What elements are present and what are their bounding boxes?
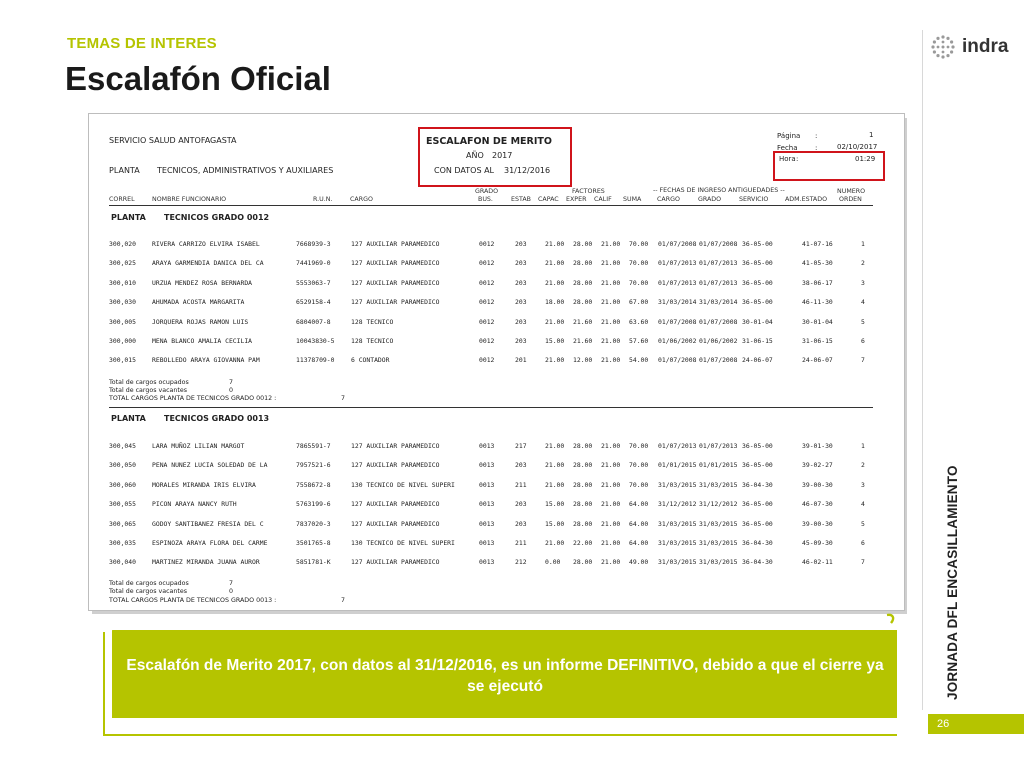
cell-capac: 15.00 bbox=[545, 519, 565, 528]
cell-estab: 212 bbox=[515, 558, 527, 567]
cell-f-adm: 46-02-11 bbox=[802, 558, 833, 567]
cell-f-adm: 30-01-04 bbox=[802, 317, 833, 326]
cell-calif: 21.00 bbox=[601, 461, 621, 470]
cell-grado: 0012 bbox=[479, 278, 495, 287]
cell-f-cargo: 31/03/2015 bbox=[658, 519, 697, 528]
cell-f-grado: 31/03/2015 bbox=[699, 558, 738, 567]
cell-rut: 5851781-K bbox=[296, 558, 331, 567]
table-row bbox=[109, 500, 879, 512]
table-row bbox=[109, 240, 879, 252]
cell-capac: 21.00 bbox=[545, 317, 565, 326]
cell-f-adm: 31-06-15 bbox=[802, 337, 833, 345]
cell-nombre: JORQUERA ROJAS RAMON LUIS bbox=[152, 317, 249, 326]
cell-orden: 4 bbox=[861, 500, 865, 509]
table-row bbox=[109, 337, 879, 349]
cell-cargo: 127 AUXILIAR PARAMEDICO bbox=[351, 442, 440, 450]
cell-orden: 2 bbox=[861, 461, 865, 470]
cell-correl: 300,000 bbox=[109, 337, 136, 345]
callout-frame-bottom bbox=[103, 734, 897, 736]
cell-cargo: 127 AUXILIAR PARAMEDICO bbox=[351, 240, 440, 248]
cell-exper: 21.60 bbox=[573, 317, 593, 326]
cell-cargo: 127 AUXILIAR PARAMEDICO bbox=[351, 519, 440, 528]
report-data-date: 31/12/2016 bbox=[504, 166, 551, 175]
col-f-servicio: SERVICIO bbox=[739, 196, 769, 203]
cell-capac: 21.00 bbox=[545, 480, 565, 489]
cell-exper: 28.00 bbox=[573, 298, 593, 307]
cell-cargo: 127 AUXILIAR PARAMEDICO bbox=[351, 259, 440, 268]
cell-rut: 6804007-8 bbox=[296, 317, 331, 326]
report-service: SERVICIO SALUD ANTOFAGASTA bbox=[109, 136, 237, 145]
col-correl: CORREL bbox=[109, 196, 135, 203]
report-time-value: 01:29 bbox=[855, 155, 876, 163]
cell-rut: 6529158-4 bbox=[296, 298, 331, 307]
report-planta-label: PLANTA bbox=[109, 166, 140, 175]
table-row bbox=[109, 558, 879, 570]
report-year-label: AÑO bbox=[466, 151, 484, 160]
cell-estab: 217 bbox=[515, 442, 527, 450]
cell-calif: 21.00 bbox=[601, 442, 621, 450]
col-grado-top: GRADO bbox=[475, 188, 499, 195]
cell-f-grado: 01/07/2008 bbox=[699, 356, 738, 365]
report-box-title: ESCALAFON DE MERITO bbox=[426, 136, 552, 147]
report-planta-value: TECNICOS, ADMINISTRATIVOS Y AUXILIARES bbox=[157, 166, 334, 175]
cell-f-cargo: 01/07/2013 bbox=[658, 259, 697, 268]
cell-nombre: ESPINOZA ARAYA FLORA DEL CARME bbox=[152, 539, 268, 547]
cell-f-cargo: 01/07/2013 bbox=[658, 442, 697, 450]
cell-nombre: LARA MUÑOZ LILIAN MARGOT bbox=[152, 442, 245, 450]
cell-correl: 300,015 bbox=[109, 356, 136, 365]
cell-capac: 21.00 bbox=[545, 356, 565, 365]
report-time-label: Hora bbox=[779, 155, 796, 163]
cell-f-grado: 01/01/2015 bbox=[699, 461, 738, 470]
cell-f-cargo: 01/07/2008 bbox=[658, 356, 697, 365]
cell-suma: 64.00 bbox=[629, 519, 649, 528]
cell-rut: 7865591-7 bbox=[296, 442, 331, 450]
group-planta-label: PLANTA bbox=[111, 213, 146, 222]
cell-f-adm: 24-06-07 bbox=[802, 356, 833, 365]
cell-suma: 70.00 bbox=[629, 278, 649, 287]
cell-exper: 22.00 bbox=[573, 539, 593, 547]
cell-f-servicio: 36-05-00 bbox=[742, 278, 773, 287]
cell-estab: 203 bbox=[515, 240, 527, 248]
col-calif: CALIF bbox=[594, 196, 612, 203]
callout-hook-right-icon bbox=[885, 613, 897, 625]
table-row bbox=[109, 442, 879, 454]
cell-estab: 203 bbox=[515, 519, 527, 528]
cell-suma: 70.00 bbox=[629, 480, 649, 489]
cell-nombre: RIVERA CARRIZO ELVIRA ISABEL bbox=[152, 240, 260, 248]
cell-cargo: 127 AUXILIAR PARAMEDICO bbox=[351, 461, 440, 470]
cell-exper: 28.00 bbox=[573, 480, 593, 489]
cell-exper: 28.00 bbox=[573, 461, 593, 470]
report-date-label: Fecha bbox=[777, 144, 798, 152]
cell-calif: 21.00 bbox=[601, 240, 621, 248]
cell-calif: 21.00 bbox=[601, 558, 621, 567]
cell-f-servicio: 31-06-15 bbox=[742, 337, 773, 345]
cell-capac: 21.00 bbox=[545, 442, 565, 450]
cell-rut: 5553063-7 bbox=[296, 278, 331, 287]
cell-suma: 57.60 bbox=[629, 337, 649, 345]
cell-correl: 300,020 bbox=[109, 240, 136, 248]
cell-f-cargo: 01/06/2002 bbox=[658, 337, 697, 345]
cell-grado: 0013 bbox=[479, 500, 495, 509]
cell-suma: 67.00 bbox=[629, 298, 649, 307]
cell-nombre: MORALES MIRANDA IRIS ELVIRA bbox=[152, 480, 256, 489]
report-page-label: Página bbox=[777, 132, 801, 140]
brand-name: indra bbox=[962, 36, 1009, 57]
cell-nombre: MARTINEZ MIRANDA JUANA AUROR bbox=[152, 558, 260, 567]
col-f-adm: ADM.ESTADO bbox=[785, 196, 828, 203]
cell-f-adm: 39-00-30 bbox=[802, 480, 833, 489]
cell-nombre: REBOLLEDO ARAYA GIOVANNA PAM bbox=[152, 356, 260, 365]
cell-estab: 203 bbox=[515, 298, 527, 307]
cell-orden: 2 bbox=[861, 259, 865, 268]
cell-correl: 300,035 bbox=[109, 539, 136, 547]
cell-f-grado: 31/03/2015 bbox=[699, 539, 738, 547]
cell-correl: 300,025 bbox=[109, 259, 136, 268]
cell-grado: 0012 bbox=[479, 298, 495, 307]
cell-correl: 300,060 bbox=[109, 480, 136, 489]
cell-cargo: 130 TECNICO DE NIVEL SUPERI bbox=[351, 480, 455, 489]
cell-f-cargo: 31/12/2012 bbox=[658, 500, 697, 509]
cell-rut: 7837020-3 bbox=[296, 519, 331, 528]
cell-suma: 64.00 bbox=[629, 500, 649, 509]
cell-suma: 64.00 bbox=[629, 539, 649, 547]
cell-orden: 5 bbox=[861, 317, 865, 326]
cell-calif: 21.00 bbox=[601, 259, 621, 268]
cell-grado: 0013 bbox=[479, 558, 495, 567]
cell-calif: 21.00 bbox=[601, 337, 621, 345]
cell-cargo: 128 TECNICO bbox=[351, 317, 394, 326]
col-fechas: -- FECHAS DE INGRESO ANTIGUEDADES -- bbox=[653, 187, 785, 194]
cell-orden: 7 bbox=[861, 356, 865, 365]
cell-nombre: PENA NUNEZ LUCIA SOLEDAD DE LA bbox=[152, 461, 268, 470]
cell-capac: 21.00 bbox=[545, 539, 565, 547]
cell-orden: 1 bbox=[861, 442, 865, 450]
cell-nombre: GODOY SANTIBANEZ FRESIA DEL C bbox=[152, 519, 264, 528]
cell-rut: 7957521-6 bbox=[296, 461, 331, 470]
callout-text: Escalafón de Merito 2017, con datos al 31/12/2016, es un informe DEFINITIVO, debido a que el cierre ya se ejecutó bbox=[126, 657, 884, 695]
cell-correl: 300,005 bbox=[109, 317, 136, 326]
table-row bbox=[109, 539, 879, 551]
cell-nombre: AHUMADA ACOSTA MARGARITA bbox=[152, 298, 245, 307]
cell-capac: 15.00 bbox=[545, 500, 565, 509]
cell-correl: 300,030 bbox=[109, 298, 136, 307]
table-row bbox=[109, 318, 879, 330]
cell-estab: 201 bbox=[515, 356, 527, 365]
section-kicker: TEMAS DE INTERES bbox=[67, 35, 217, 52]
col-nombre: NOMBRE FUNCIONARIO bbox=[152, 196, 227, 203]
cell-nombre: ARAYA GARMENDIA DANICA DEL CA bbox=[152, 259, 264, 268]
brand-mark-icon bbox=[930, 34, 956, 60]
group-planta-label: PLANTA bbox=[111, 414, 146, 423]
group-name: TECNICOS GRADO 0013 bbox=[164, 414, 270, 423]
cell-suma: 54.00 bbox=[629, 356, 649, 365]
callout-frame-left bbox=[103, 632, 105, 736]
cell-f-adm: 39-00-30 bbox=[802, 519, 833, 528]
cell-f-servicio: 36-05-00 bbox=[742, 461, 773, 470]
cell-grado: 0012 bbox=[479, 259, 495, 268]
cell-f-adm: 45-09-30 bbox=[802, 539, 833, 547]
cell-cargo: 127 AUXILIAR PARAMEDICO bbox=[351, 298, 440, 307]
cell-f-cargo: 01/07/2013 bbox=[658, 278, 697, 287]
total-cargos: 7 bbox=[341, 597, 346, 604]
right-rail-divider bbox=[922, 30, 923, 710]
table-row bbox=[109, 520, 879, 532]
cell-estab: 203 bbox=[515, 317, 527, 326]
cell-grado: 0013 bbox=[479, 461, 495, 470]
cell-nombre: URZUA MENDEZ ROSA BERNARDA bbox=[152, 278, 253, 287]
cell-estab: 203 bbox=[515, 278, 527, 287]
cell-exper: 28.00 bbox=[573, 240, 593, 248]
cell-grado: 0012 bbox=[479, 356, 495, 365]
report-image: SERVICIO SALUD ANTOFAGASTA PLANTA TECNICOS, ADMINISTRATIVOS Y AUXILIARES ESCALAFON DE MERITO AÑO 2017 CON DATOS AL 31/12/2016 Página : 1 Fecha : 02/10/2017 Hora : 01:29 GRADO FACTORES -- FECHAS DE INGRESO ANTIGUEDADES -- NUMERO CORREL NOMBRE FUNCIONARIO R.U.N. CARGO BUS. ESTAB CAPAC EXPER CALIF SUMA CARGO GRADO SERVICIO ADM.ESTADO ORDEN PLANTA TECNICOS GRADO 0012 300,020 RIVERA CARRIZO ELVIRA ISABEL 7668939-3 127 AUXILIAR PARAMEDICO 0012 203 21.00 28.00 21.00 70.00 01/07/2008 01/07/2008 36-05-00 41-07-16 1 300,025 ARAYA GARMENDIA DANICA DEL CA 7441969-0 127 AUXILIAR PARAMEDICO 0012 203 21.00 28.00 21.00 70.00 01/07/2013 01/07/2013 36-05-00 41-05-30 2 300,010 URZUA MENDEZ ROSA BERNARDA 5553063-7 127 AUXILIAR PARAMEDICO 0012 203 21.00 28.00 21.00 70.00 01/07/2013 01/07/2013 36-05-00 38-06-17 3 300,030 AHUMADA ACOSTA MARGARITA 6529158-4 127 AUXILIAR PARAMEDICO 0012 203 18.00 28.00 21.00 67.00 31/03/2014 31/03/2014 36-05-00 46-11-30 4 300,005 JORQUERA ROJAS RAMON LUIS 6804007-8 128 TECNICO 0012 203 21.00 21.60 21.00 63.60 01/07/2008 01/07/2008 30-01-04 30-01-04 5 300,000 MENA BLANCO AMALIA CECILIA 10043830-5 128 TECNICO 0012 203 15.00 21.60 21.00 57.60 01/06/2002 01/06/2002 31-06-15 31-06-15 6 300,015 REBOLLEDO ARAYA GIOVANNA PAM 11378709-0 6 CONTADOR 0012 201 21.00 12.00 21.00 54.00 01/07/2008 01/07/2008 24-06-07 24-06-07 7 Total de cargos ocupados 7 Total de cargos vacantes 0 TOTAL CARGOS PLANTA DE TECNICOS GRADO 0012 : 7 PLANTA TECNICOS GRADO 0013 300,045 LARA MUÑOZ LILIAN MARGOT 7865591-7 127 AUXILIAR PARAMEDICO 0013 217 21.00 28.00 21.00 70.00 01/07/2013 01/07/2013 36-05-00 39-01-30 1 300,050 PENA NUNEZ LUCIA SOLEDAD DE LA 7957521-6 127 AUXILIAR PARAMEDICO 0013 203 21.00 28.00 21.00 70.00 01/01/2015 01/01/2015 36-05-00 39-02-27 2 300,060 MORALES MIRANDA IRIS ELVIRA 7558672-8 130 TECNICO DE NIVEL SUPERI 0013 211 21.00 28.00 21.00 70.00 31/03/2015 31/03/2015 36-04-30 39-00-30 3 300,055 PICON ARAYA NANCY RUTH 5763199-6 127 AUXILIAR PARAMEDICO 0013 203 15.00 28.00 21.00 64.00 31/12/2012 31/12/2012 36-05-00 46-07-30 4 300,065 GODOY SANTIBANEZ FRESIA DEL C 7837020-3 127 AUXILIAR PARAMEDICO 0013 203 15.00 28.00 21.00 64.00 31/03/2015 31/03/2015 36-05-00 39-00-30 5 300,035 ESPINOZA ARAYA FLORA DEL CARME 3501765-8 130 TECNICO DE NIVEL SUPERI 0013 211 21.00 22.00 21.00 64.00 31/03/2015 31/03/2015 36-04-30 45-09-30 6 300,040 MARTINEZ MIRANDA JUANA AUROR 5851781-K 127 AUXILIAR PARAMEDICO 0013 212 0.00 28.00 21.00 49.00 31/03/2015 31/03/2015 36-04-30 46-02-11 7 Total de cargos ocupados 7 Total de cargos vacantes 0 TOTAL CARGOS PLANTA DE TECNICOS GRADO 0013 : 7 bbox=[88, 113, 905, 611]
cell-grado: 0013 bbox=[479, 442, 495, 450]
cell-capac: 21.00 bbox=[545, 278, 565, 287]
cell-exper: 28.00 bbox=[573, 259, 593, 268]
cell-correl: 300,065 bbox=[109, 519, 136, 528]
col-f-cargo: CARGO bbox=[657, 196, 680, 203]
total-ocupados: 7 bbox=[229, 379, 234, 386]
cell-nombre: PICON ARAYA NANCY RUTH bbox=[152, 500, 237, 509]
cell-orden: 6 bbox=[861, 539, 865, 547]
col-grado-bottom: BUS. bbox=[478, 196, 493, 203]
report-year: 2017 bbox=[492, 151, 513, 160]
cell-orden: 5 bbox=[861, 519, 865, 528]
cell-suma: 70.00 bbox=[629, 442, 649, 450]
cell-exper: 28.00 bbox=[573, 442, 593, 450]
cell-f-servicio: 24-06-07 bbox=[742, 356, 773, 365]
cell-f-grado: 31/03/2014 bbox=[699, 298, 738, 307]
cell-calif: 21.00 bbox=[601, 480, 621, 489]
cell-capac: 0.00 bbox=[545, 558, 561, 567]
cell-exper: 28.00 bbox=[573, 278, 593, 287]
cell-rut: 7558672-8 bbox=[296, 480, 331, 489]
cell-capac: 21.00 bbox=[545, 461, 565, 470]
cell-rut: 7668939-3 bbox=[296, 240, 331, 248]
group-rule bbox=[109, 407, 873, 408]
brand-logo bbox=[930, 33, 1020, 61]
total-vacantes: 0 bbox=[229, 387, 234, 394]
cell-f-grado: 01/07/2013 bbox=[699, 442, 738, 450]
cell-grado: 0012 bbox=[479, 317, 495, 326]
cell-orden: 3 bbox=[861, 480, 865, 489]
cell-f-grado: 01/07/2008 bbox=[699, 317, 738, 326]
cell-grado: 0013 bbox=[479, 480, 495, 489]
total-cargos: 7 bbox=[341, 395, 346, 402]
cell-cargo: 6 CONTADOR bbox=[351, 356, 390, 365]
page-title: Escalafón Oficial bbox=[65, 60, 331, 97]
cell-nombre: MENA BLANCO AMALIA CECILIA bbox=[152, 337, 253, 345]
total-ocupados: 7 bbox=[229, 580, 234, 587]
cell-calif: 21.00 bbox=[601, 298, 621, 307]
cell-suma: 49.00 bbox=[629, 558, 649, 567]
cell-exper: 28.00 bbox=[573, 500, 593, 509]
cell-calif: 21.00 bbox=[601, 500, 621, 509]
cell-f-grado: 01/06/2002 bbox=[699, 337, 738, 345]
cell-suma: 63.60 bbox=[629, 317, 649, 326]
total-vacantes-label: Total de cargos vacantes bbox=[109, 387, 188, 394]
total-ocupados-label: Total de cargos ocupados bbox=[109, 379, 189, 386]
total-ocupados-label: Total de cargos ocupados bbox=[109, 580, 189, 587]
cell-correl: 300,050 bbox=[109, 461, 136, 470]
col-orden: ORDEN bbox=[839, 196, 862, 203]
cell-estab: 211 bbox=[515, 539, 527, 547]
cell-f-servicio: 36-05-00 bbox=[742, 500, 773, 509]
cell-estab: 203 bbox=[515, 337, 527, 345]
total-cargos-label: TOTAL CARGOS PLANTA DE TECNICOS GRADO 0013 : bbox=[109, 597, 277, 604]
cell-f-adm: 46-07-30 bbox=[802, 500, 833, 509]
cell-rut: 11378709-0 bbox=[296, 356, 335, 365]
cell-f-servicio: 36-05-00 bbox=[742, 519, 773, 528]
cell-f-servicio: 36-05-00 bbox=[742, 240, 773, 248]
total-vacantes-label: Total de cargos vacantes bbox=[109, 588, 188, 595]
cell-calif: 21.00 bbox=[601, 278, 621, 287]
cell-f-grado: 31/03/2015 bbox=[699, 519, 738, 528]
col-f-grado: GRADO bbox=[698, 196, 722, 203]
cell-f-adm: 46-11-30 bbox=[802, 298, 833, 307]
col-factores: FACTORES bbox=[572, 188, 605, 195]
cell-estab: 203 bbox=[515, 259, 527, 268]
cell-capac: 15.00 bbox=[545, 337, 565, 345]
cell-orden: 1 bbox=[861, 240, 865, 248]
report-date-value: 02/10/2017 bbox=[837, 143, 878, 151]
cell-f-grado: 31/03/2015 bbox=[699, 480, 738, 489]
cell-rut: 5763199-6 bbox=[296, 500, 331, 509]
cell-grado: 0013 bbox=[479, 519, 495, 528]
cell-grado: 0012 bbox=[479, 337, 495, 345]
cell-estab: 203 bbox=[515, 461, 527, 470]
cell-correl: 300,040 bbox=[109, 558, 136, 567]
cell-f-servicio: 30-01-04 bbox=[742, 317, 773, 326]
cell-f-cargo: 01/07/2008 bbox=[658, 317, 697, 326]
cell-f-adm: 41-05-30 bbox=[802, 259, 833, 268]
cell-capac: 21.00 bbox=[545, 259, 565, 268]
group-name: TECNICOS GRADO 0012 bbox=[164, 213, 270, 222]
cell-estab: 211 bbox=[515, 480, 527, 489]
cell-exper: 28.00 bbox=[573, 558, 593, 567]
report-page-value: 1 bbox=[869, 131, 874, 139]
cell-f-adm: 39-02-27 bbox=[802, 461, 833, 470]
cell-f-grado: 31/12/2012 bbox=[699, 500, 738, 509]
cell-orden: 7 bbox=[861, 558, 865, 567]
cell-calif: 21.00 bbox=[601, 539, 621, 547]
cell-exper: 12.00 bbox=[573, 356, 593, 365]
header-rule bbox=[109, 205, 873, 206]
cell-capac: 18.00 bbox=[545, 298, 565, 307]
cell-f-cargo: 01/07/2008 bbox=[658, 240, 697, 248]
cell-orden: 6 bbox=[861, 337, 865, 345]
table-row bbox=[109, 298, 879, 310]
cell-capac: 21.00 bbox=[545, 240, 565, 248]
cell-orden: 4 bbox=[861, 298, 865, 307]
cell-f-grado: 01/07/2013 bbox=[699, 278, 738, 287]
cell-f-adm: 41-07-16 bbox=[802, 240, 833, 248]
col-cargo: CARGO bbox=[350, 196, 373, 203]
report-data-label: CON DATOS AL bbox=[434, 166, 495, 175]
cell-grado: 0013 bbox=[479, 539, 495, 547]
cell-correl: 300,055 bbox=[109, 500, 136, 509]
cell-cargo: 127 AUXILIAR PARAMEDICO bbox=[351, 558, 440, 567]
cell-f-cargo: 31/03/2015 bbox=[658, 558, 697, 567]
cell-calif: 21.00 bbox=[601, 317, 621, 326]
table-row bbox=[109, 259, 879, 271]
col-exper: EXPER bbox=[566, 196, 587, 203]
cell-cargo: 127 AUXILIAR PARAMEDICO bbox=[351, 278, 440, 287]
cell-correl: 300,010 bbox=[109, 278, 136, 287]
cell-cargo: 127 AUXILIAR PARAMEDICO bbox=[351, 500, 440, 509]
table-row bbox=[109, 279, 879, 291]
page-number: 26 bbox=[937, 718, 950, 730]
cell-cargo: 130 TECNICO DE NIVEL SUPERI bbox=[351, 539, 455, 547]
col-suma: SUMA bbox=[623, 196, 642, 203]
cell-f-cargo: 31/03/2014 bbox=[658, 298, 697, 307]
cell-f-adm: 38-06-17 bbox=[802, 278, 833, 287]
table-row bbox=[109, 481, 879, 493]
cell-f-cargo: 31/03/2015 bbox=[658, 539, 697, 547]
cell-f-servicio: 36-04-30 bbox=[742, 558, 773, 567]
cell-exper: 28.00 bbox=[573, 519, 593, 528]
cell-f-grado: 01/07/2008 bbox=[699, 240, 738, 248]
callout-hook-left-icon bbox=[108, 627, 118, 639]
vertical-section-label: JORNADA DFL ENCASILLAMIENTO bbox=[945, 465, 960, 700]
total-cargos-label: TOTAL CARGOS PLANTA DE TECNICOS GRADO 0012 : bbox=[109, 395, 277, 402]
cell-rut: 7441969-0 bbox=[296, 259, 331, 268]
total-vacantes: 0 bbox=[229, 588, 234, 595]
cell-f-grado: 01/07/2013 bbox=[699, 259, 738, 268]
cell-estab: 203 bbox=[515, 500, 527, 509]
col-estab: ESTAB bbox=[511, 196, 531, 203]
table-row bbox=[109, 356, 879, 368]
cell-f-servicio: 36-05-00 bbox=[742, 298, 773, 307]
cell-cargo: 128 TECNICO bbox=[351, 337, 394, 345]
cell-f-servicio: 36-04-30 bbox=[742, 480, 773, 489]
col-capac: CAPAC bbox=[538, 196, 559, 203]
col-rut: R.U.N. bbox=[313, 196, 333, 203]
cell-calif: 21.00 bbox=[601, 356, 621, 365]
cell-f-servicio: 36-05-00 bbox=[742, 259, 773, 268]
cell-grado: 0012 bbox=[479, 240, 495, 248]
cell-calif: 21.00 bbox=[601, 519, 621, 528]
table-row bbox=[109, 461, 879, 473]
col-numero: NUMERO bbox=[837, 188, 866, 195]
cell-suma: 70.00 bbox=[629, 240, 649, 248]
cell-suma: 70.00 bbox=[629, 259, 649, 268]
cell-correl: 300,045 bbox=[109, 442, 136, 450]
cell-f-servicio: 36-04-30 bbox=[742, 539, 773, 547]
cell-exper: 21.60 bbox=[573, 337, 593, 345]
cell-f-servicio: 36-05-00 bbox=[742, 442, 773, 450]
cell-f-adm: 39-01-30 bbox=[802, 442, 833, 450]
cell-orden: 3 bbox=[861, 278, 865, 287]
cell-f-cargo: 31/03/2015 bbox=[658, 480, 697, 489]
cell-rut: 3501765-8 bbox=[296, 539, 331, 547]
cell-rut: 10043830-5 bbox=[296, 337, 335, 345]
cell-suma: 70.00 bbox=[629, 461, 649, 470]
cell-f-cargo: 01/01/2015 bbox=[658, 461, 697, 470]
